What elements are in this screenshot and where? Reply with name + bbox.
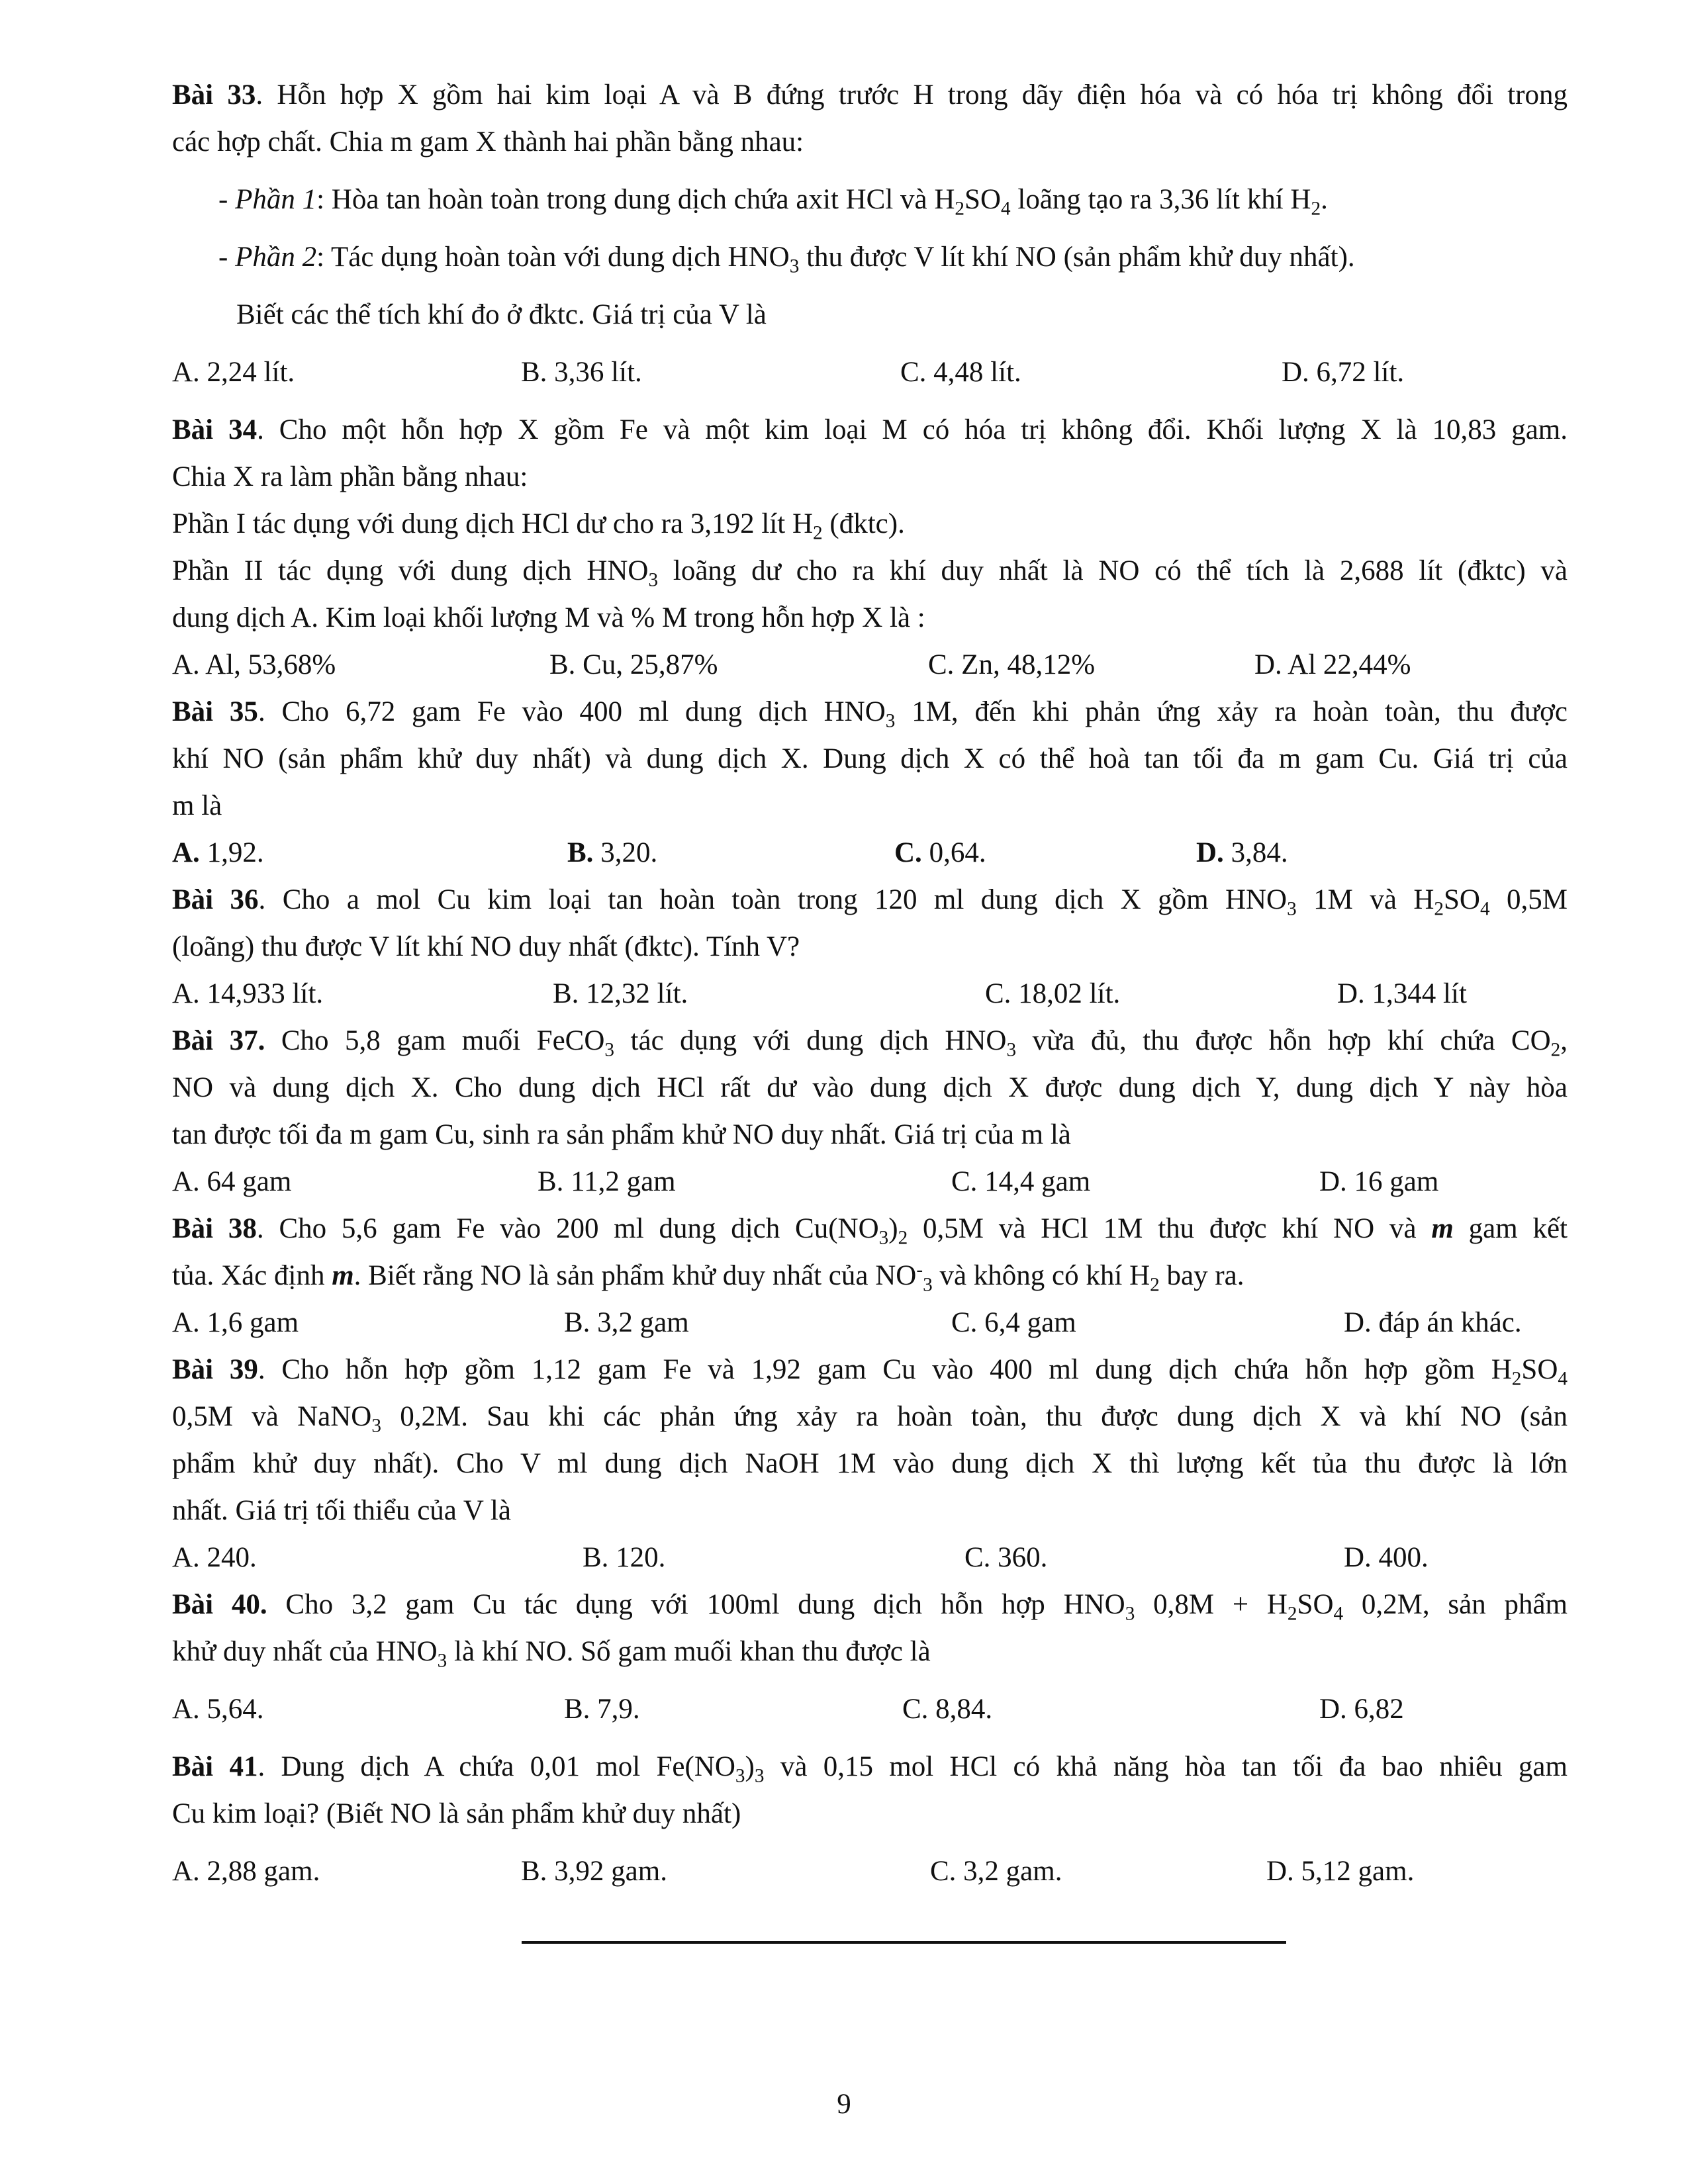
q35-option-c: C. 0,64.	[894, 837, 986, 868]
q37-option-c: C. 14,4 gam	[951, 1166, 1091, 1197]
q40-option-d: D. 6,82	[1319, 1694, 1404, 1725]
q39-line-3: phẩm khử duy nhất). Cho V ml dung dịch NaOH 1M vào dung dịch X thì lượng kết tủa thu được là lớn	[172, 1448, 1568, 1479]
q37-line-3: tan được tối đa m gam Cu, sinh ra sản phẩm khử NO duy nhất. Giá trị của m là	[172, 1119, 1071, 1150]
q40-line-1: Bài 40. Cho 3,2 gam Cu tác dụng với 100ml dung dịch hỗn hợp $HNO_3$ $0,8M + H_2SO_4$ 0,2M, sản phẩm	[172, 1589, 1568, 1625]
q37-option-a: A. 64 gam	[172, 1166, 292, 1197]
q41-option-b: B. 3,92 gam.	[521, 1856, 667, 1887]
q37-line-2: NO và dung dịch X. Cho dung dịch HCl rất dư vào dung dịch X được dung dịch Y, dung dịch Y này hòa	[172, 1072, 1568, 1103]
q36-option-a: A. 14,933 lít.	[172, 978, 324, 1009]
q33-line-1: Bài 33. Hỗn hợp X gồm hai kim loại A và B đứng trước H trong dãy điện hóa và có hóa trị không đổi trong	[172, 79, 1568, 111]
q40-option-b: B. 7,9.	[564, 1694, 640, 1725]
q34-option-c: C. Zn, 48,12%	[928, 649, 1096, 680]
q38-option-a: A. 1,6 gam	[172, 1307, 299, 1338]
q41-line-2: Cu kim loại? (Biết NO là sản phẩm khử duy nhất)	[172, 1798, 741, 1829]
q35-option-b: B. 3,20.	[567, 837, 658, 868]
q38-option-b: B. 3,2 gam	[564, 1307, 689, 1338]
q36-option-c: C. 18,02 lít.	[985, 978, 1121, 1009]
q34-line-5: dung dịch A. Kim loại khối lượng M và % M trong hỗn hợp X là :	[172, 602, 925, 633]
q36-option-b: B. 12,32 lít.	[553, 978, 688, 1009]
q37-line-1: Bài 37. Cho 5,8 gam muối FeCO$_3$ tác dụng với dung dịch $HNO_3$ vừa đủ, thu được hỗn hợp khí chứa $CO_2$,	[172, 1025, 1568, 1061]
q41-option-c: C. 3,2 gam.	[930, 1856, 1062, 1887]
q34-option-b: B. Cu, 25,87%	[549, 649, 718, 680]
q39-option-c: C. 360.	[964, 1542, 1048, 1573]
q34-option-a: A. Al, 53,68%	[172, 649, 336, 680]
q38-line-1: Bài 38. Cho 5,6 gam Fe vào 200 ml dung dịch $Cu(NO_3)_2$ 0,5M và HCl 1M thu được khí NO và m gam kết	[172, 1213, 1568, 1249]
page-number: 9	[837, 2089, 851, 2120]
q39-line-4: nhất. Giá trị tối thiểu của V là	[172, 1495, 511, 1526]
q36-option-d: D. 1,344 lít	[1337, 978, 1467, 1009]
q39-option-b: B. 120.	[583, 1542, 666, 1573]
q38-option-d: D. đáp án khác.	[1344, 1307, 1522, 1338]
q34-line-4: Phần II tác dụng với dung dịch $HNO_3$ loãng dư cho ra khí duy nhất là NO có thể tích là 2,688 lít (đktc) và	[172, 555, 1568, 591]
q33-option-a: A. 2,24 lít.	[172, 357, 295, 388]
q33-option-d: D. 6,72 lít.	[1282, 357, 1405, 388]
q39-option-a: A. 240.	[172, 1542, 257, 1573]
q40-line-2: khử duy nhất của $HNO_3$ là khí NO. Số gam muối khan thu được là	[172, 1636, 931, 1672]
q34-line-2: Chia X ra làm phần bằng nhau:	[172, 461, 528, 492]
question-label: Bài 33	[172, 79, 256, 111]
q33-line-5: Biết các thể tích khí đo ở đktc. Giá trị của V là	[236, 299, 767, 330]
q39-option-d: D. 400.	[1344, 1542, 1429, 1573]
q41-option-d: D. 5,12 gam.	[1266, 1856, 1415, 1887]
q35-line-3: m là	[172, 790, 222, 821]
q38-option-c: C. 6,4 gam	[951, 1307, 1076, 1338]
q40-option-c: C. 8,84.	[902, 1694, 993, 1725]
q34-line-3: Phần I tác dụng với dung dịch HCl dư cho ra 3,192 lít $H_2$ (đktc).	[172, 508, 905, 544]
q39-line-2: 0,5M và NaNO$_3$ 0,2M. Sau khi các phản ứng xảy ra hoàn toàn, thu được dung dịch X và khí NO (sản	[172, 1401, 1568, 1437]
q37-option-d: D. 16 gam	[1319, 1166, 1439, 1197]
q41-option-a: A. 2,88 gam.	[172, 1856, 320, 1887]
q41-line-1: Bài 41. Dung dịch A chứa 0,01 mol $Fe(NO_3)_3$ và 0,15 mol HCl có khả năng hòa tan tối đa bao nhiêu gam	[172, 1751, 1568, 1787]
q34-option-d: D. Al 22,44%	[1254, 649, 1411, 680]
q35-option-d: D. 3,84.	[1196, 837, 1288, 868]
q40-option-a: A. 5,64.	[172, 1694, 264, 1725]
q39-line-1: Bài 39. Cho hỗn hợp gồm 1,12 gam Fe và 1,92 gam Cu vào 400 ml dung dịch chứa hỗn hợp gồm $H_2SO_4$	[172, 1354, 1568, 1390]
q33-option-b: B. 3,36 lít.	[521, 357, 642, 388]
q38-line-2: tủa. Xác định m. Biết rằng NO là sản phẩm khử duy nhất của $NO^-_3$ và không có khí $H_2$ bay ra.	[172, 1259, 1244, 1296]
q33-part-2: - Phần 2: Tác dụng hoàn toàn với dung dịch $HNO_3$ thu được V lít khí NO (sản phẩm khử duy nhất).	[218, 242, 1355, 277]
q35-option-a: A. 1,92.	[172, 837, 264, 868]
q36-line-2: (loãng) thu được V lít khí NO duy nhất (đktc). Tính V?	[172, 931, 800, 962]
q33-part-1: - Phần 1: Hòa tan hoàn toàn trong dung dịch chứa axit HCl và $H_2SO_4$ loãng tạo ra 3,36 lít khí $H_2$.	[218, 184, 1328, 220]
q36-line-1: Bài 36. Cho a mol Cu kim loại tan hoàn toàn trong 120 ml dung dịch X gồm $HNO_3$ 1M và $H_2SO_4$ 0,5M	[172, 884, 1568, 920]
q35-line-1: Bài 35. Cho 6,72 gam Fe vào 400 ml dung dịch $HNO_3$ 1M, đến khi phản ứng xảy ra hoàn toàn, thu được	[172, 696, 1568, 732]
section-divider	[522, 1941, 1286, 1944]
q33-line-2: các hợp chất. Chia m gam X thành hai phần bằng nhau:	[172, 126, 804, 158]
q33-option-c: C. 4,48 lít.	[900, 357, 1021, 388]
q34-line-1: Bài 34. Cho một hỗn hợp X gồm Fe và một kim loại M có hóa trị không đổi. Khối lượng X là 10,83 gam.	[172, 414, 1568, 445]
q37-option-b: B. 11,2 gam	[538, 1166, 676, 1197]
q35-line-2: khí NO (sản phẩm khử duy nhất) và dung dịch X. Dung dịch X có thể hoà tan tối đa m gam Cu. Giá trị của	[172, 743, 1568, 774]
